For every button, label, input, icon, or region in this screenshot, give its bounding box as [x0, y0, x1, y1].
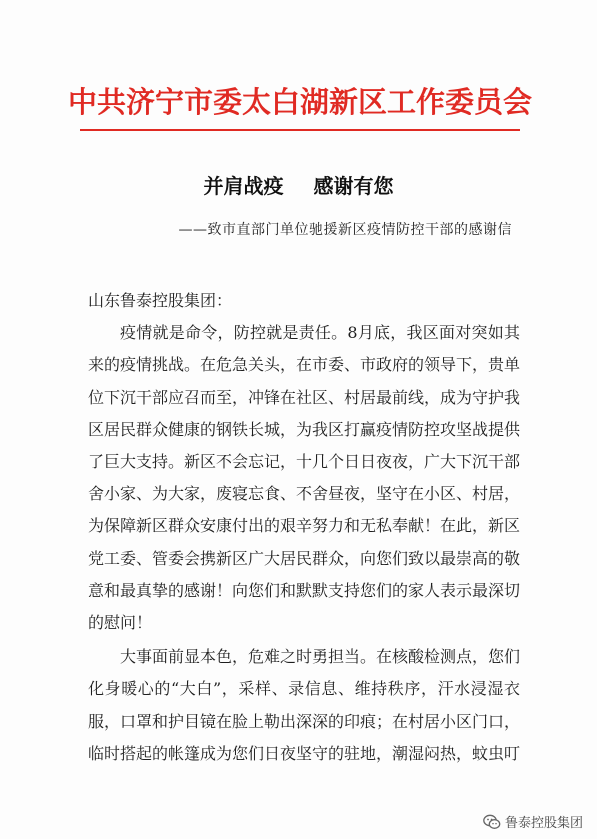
wechat-icon	[483, 814, 501, 830]
letterhead-org-name: 中共济宁市委太白湖新区工作委员会	[67, 85, 532, 119]
letter-salutation: 山东鲁泰控股集团：	[88, 291, 233, 310]
letter-title-part2: 感谢有您	[313, 174, 394, 198]
watermark-text: 鲁泰控股集团	[504, 816, 583, 831]
letter-body	[88, 285, 520, 770]
letter-subtitle: ——致市直部门单位驰援新区疫情防控干部的感谢信	[178, 222, 512, 238]
letter-paragraph-1: 疫情就是命令，防控就是责任。8月底，我区面对突如其来的疫情挑战。在危急关头，在市委、市政府的领导下，贵单位下沉干部应召而至，冲锋在社区、村居最前线，成为守护我区居民群众健康的钢铁长城，为我区打赢疫情防控攻坚战提供了巨大支持。新区不会忘记，十几个日日夜夜，广大下沉干部舍小家、为大家，废寝忘食、不舍昼夜，坚守在小区、村居，为保障新区群众安康付出的艰辛努力和无私奉献！在此，新区党工委、管委会携新区广大居民群众，向您们致以最崇高的敬意和最真挚的感谢！向您们和默默支持您们的家人表示最深切的慰问！	[88, 323, 521, 633]
letterhead-red-rule	[80, 129, 520, 131]
letter-title	[0, 170, 597, 199]
watermark	[483, 812, 583, 831]
letter-title-part1: 并肩战疫	[203, 174, 284, 198]
letter-paragraph-2: 大事面前显本色，危难之时勇担当。在核酸检测点，您们化身暖心的“大白”，采样、录信息、维持秩序，汗水浸湿衣服，口罩和护目镜在脸上勒出深深的印痕；在村居小区门口，临时搭起的帐篷成为您们日夜坚守的驻地，潮湿闷热，蚊虫叮	[88, 647, 521, 763]
